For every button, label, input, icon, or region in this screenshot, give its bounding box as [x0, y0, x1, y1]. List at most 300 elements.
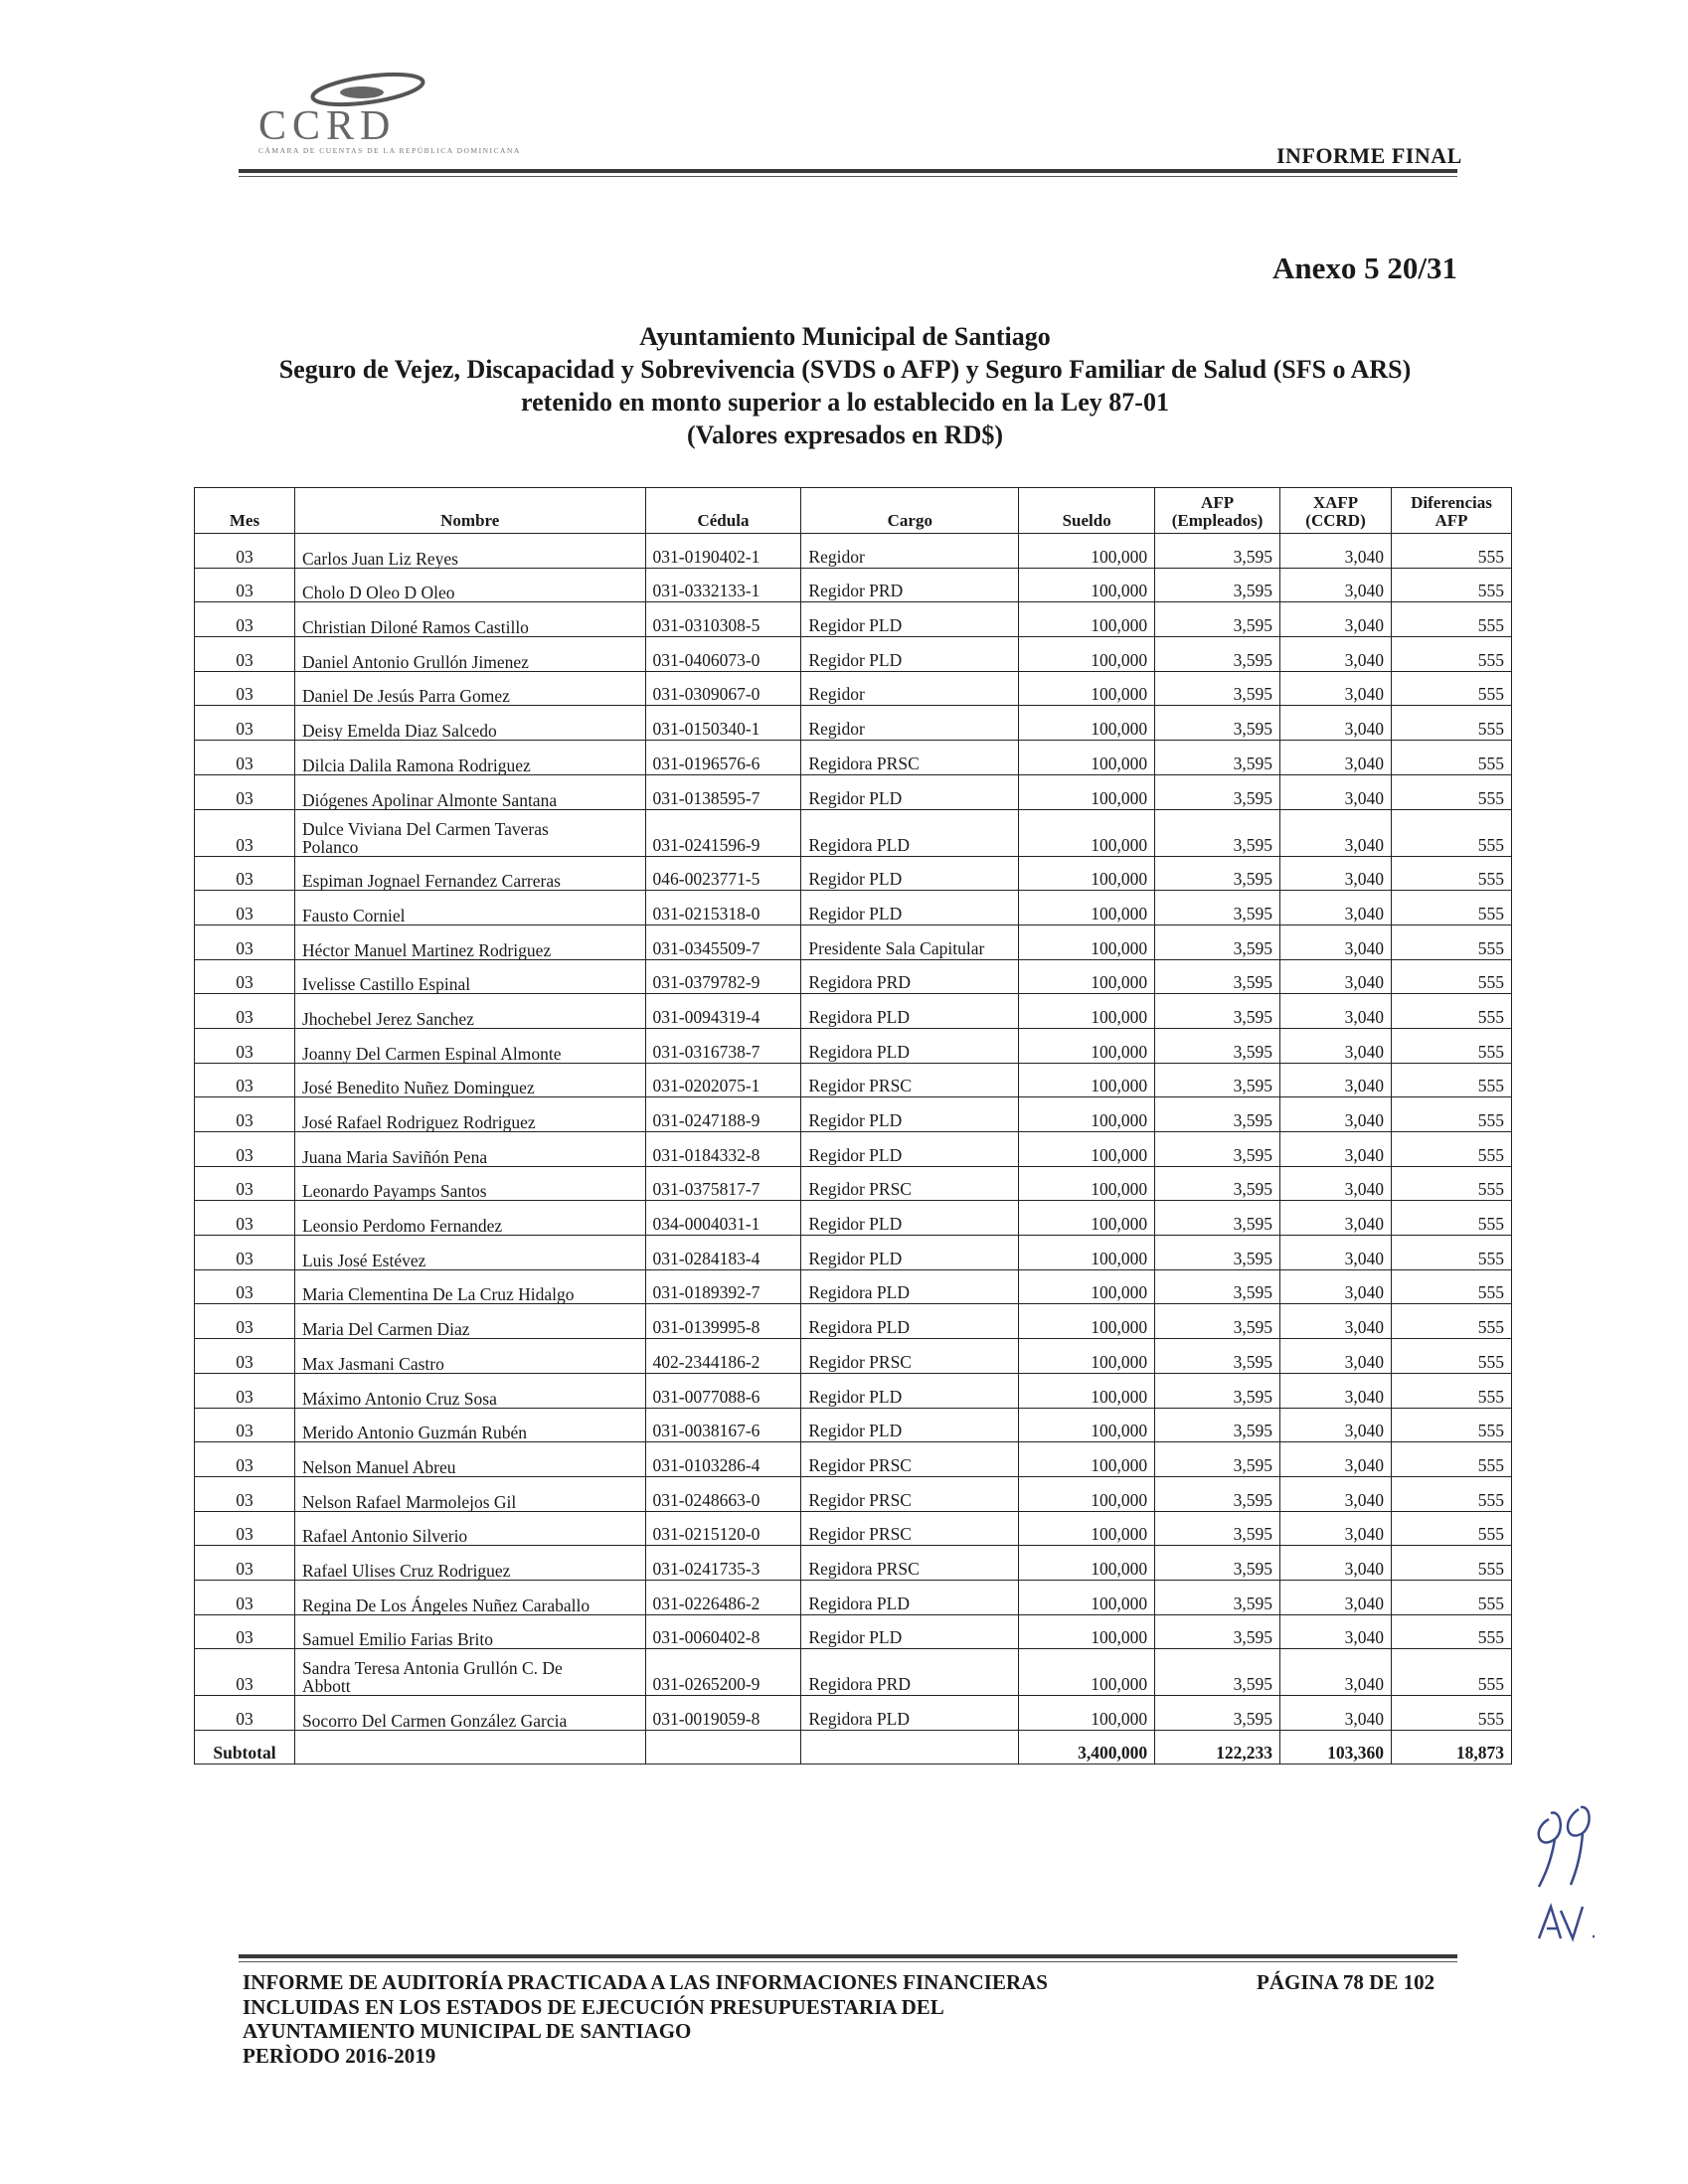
cell-diferencia: 555 — [1391, 1097, 1511, 1132]
cell-afp: 3,595 — [1155, 1236, 1280, 1270]
table-row — [195, 1132, 1512, 1167]
name-line: Fausto Corniel — [301, 905, 406, 925]
cell-diferencia: 555 — [1391, 637, 1511, 672]
table-row — [195, 1696, 1512, 1731]
cell-sueldo: 100,000 — [1019, 637, 1155, 672]
cell-sueldo: 100,000 — [1019, 1028, 1155, 1063]
cell-cargo: Regidor PLD — [801, 602, 1019, 637]
table-row — [195, 602, 1512, 637]
cell-nombre — [294, 1546, 645, 1581]
col-sueldo: Sueldo — [1019, 488, 1155, 534]
cell-diferencia: 555 — [1391, 1339, 1511, 1374]
cell-mes: 03 — [195, 637, 295, 672]
col-diferencias: Diferencias AFP — [1391, 488, 1511, 534]
cell-sueldo: 100,000 — [1019, 809, 1155, 856]
cell-nombre — [294, 856, 645, 891]
cell-cargo: Regidor PLD — [801, 856, 1019, 891]
cell-cedula: 031-0406073-0 — [645, 637, 801, 672]
cell-mes: 03 — [195, 1201, 295, 1236]
name-line: José Rafael Rodriguez Rodriguez — [301, 1112, 536, 1132]
cell-mes: 03 — [195, 959, 295, 994]
cell-cedula: 031-0226486-2 — [645, 1580, 801, 1614]
name-line: Leonsio Perdomo Fernandez — [301, 1216, 503, 1237]
cell-cedula: 031-0196576-6 — [645, 741, 801, 775]
cell-mes: 03 — [195, 1339, 295, 1374]
cell-sueldo: 100,000 — [1019, 774, 1155, 809]
name-line: Nelson Rafael Marmolejos Gil — [301, 1491, 517, 1512]
footer-rule — [239, 1954, 1457, 1958]
cell-mes: 03 — [195, 1408, 295, 1442]
table-row — [195, 774, 1512, 809]
table-row — [195, 1649, 1512, 1696]
cell-xafp: 3,040 — [1280, 809, 1392, 856]
cell-sueldo: 100,000 — [1019, 741, 1155, 775]
cell-afp: 3,595 — [1155, 1201, 1280, 1236]
cell-diferencia: 555 — [1391, 671, 1511, 706]
cell-nombre — [294, 1236, 645, 1270]
cell-cedula: 031-0215318-0 — [645, 891, 801, 925]
cell-diferencia: 555 — [1391, 1696, 1511, 1731]
name-line: Max Jasmani Castro — [301, 1353, 444, 1374]
cell-nombre — [294, 994, 645, 1029]
name-line: Ivelisse Castillo Espinal — [301, 974, 471, 995]
name-line: Carlos Juan Liz Reyes — [301, 548, 458, 569]
cell-sueldo: 100,000 — [1019, 602, 1155, 637]
header-rule-thin — [239, 176, 1457, 177]
cell-sueldo: 100,000 — [1019, 1614, 1155, 1649]
table-row — [195, 1201, 1512, 1236]
cell-sueldo: 100,000 — [1019, 924, 1155, 959]
cell-afp: 3,595 — [1155, 1580, 1280, 1614]
name-line: Abbott — [301, 1676, 351, 1697]
cell-cargo: Regidor PLD — [801, 1236, 1019, 1270]
subtotal-diferencia: 18,873 — [1391, 1731, 1511, 1764]
cell-xafp: 3,040 — [1280, 1269, 1392, 1304]
table-row — [195, 706, 1512, 741]
cell-sueldo: 100,000 — [1019, 1201, 1155, 1236]
cell-cargo: Regidor PLD — [801, 774, 1019, 809]
cell-cedula: 031-0247188-9 — [645, 1097, 801, 1132]
afp-table — [194, 487, 1512, 1764]
cell-cargo: Regidor PLD — [801, 1373, 1019, 1408]
cell-xafp: 3,040 — [1280, 1442, 1392, 1477]
name-line: Jhochebel Jerez Sanchez — [301, 1008, 474, 1029]
cell-nombre — [294, 1339, 645, 1374]
svg-text:CÁMARA DE CUENTAS DE LA REPÚBL: CÁMARA DE CUENTAS DE LA REPÚBLICA DOMINICANA — [258, 146, 521, 155]
col-mes: Mes — [195, 488, 295, 534]
table-header-row — [195, 488, 1512, 534]
cell-diferencia: 555 — [1391, 706, 1511, 741]
cell-afp: 3,595 — [1155, 741, 1280, 775]
cell-mes: 03 — [195, 1580, 295, 1614]
table-row — [195, 1236, 1512, 1270]
handwritten-initials — [1521, 1779, 1640, 1958]
cell-diferencia: 555 — [1391, 568, 1511, 602]
cell-afp: 3,595 — [1155, 1614, 1280, 1649]
cell-cedula: 031-0060402-8 — [645, 1614, 801, 1649]
cell-cargo: Regidor — [801, 534, 1019, 569]
cell-sueldo: 100,000 — [1019, 1442, 1155, 1477]
title-law: retenido en monto superior a lo establecido en la Ley 87-01 — [521, 388, 1169, 417]
cell-afp: 3,595 — [1155, 1511, 1280, 1546]
cell-diferencia: 555 — [1391, 1442, 1511, 1477]
cell-afp: 3,595 — [1155, 568, 1280, 602]
cell-cargo: Regidor PLD — [801, 1614, 1019, 1649]
cell-cargo: Regidor PLD — [801, 1132, 1019, 1167]
table-row — [195, 671, 1512, 706]
cell-cedula: 031-0019059-8 — [645, 1696, 801, 1731]
cell-cedula: 031-0184332-8 — [645, 1132, 801, 1167]
title-entity: Ayuntamiento Municipal de Santiago — [639, 322, 1051, 351]
cell-nombre — [294, 1442, 645, 1477]
table-row — [195, 1580, 1512, 1614]
cell-cargo: Regidora PRSC — [801, 741, 1019, 775]
cell-cargo: Regidor PLD — [801, 637, 1019, 672]
cell-diferencia: 555 — [1391, 809, 1511, 856]
name-line: Héctor Manuel Martinez Rodriguez — [301, 939, 552, 960]
name-line: Daniel Antonio Grullón Jimenez — [301, 651, 529, 672]
cell-sueldo: 100,000 — [1019, 1696, 1155, 1731]
cell-afp: 3,595 — [1155, 1028, 1280, 1063]
cell-cedula: 031-0215120-0 — [645, 1511, 801, 1546]
cell-cedula: 031-0309067-0 — [645, 671, 801, 706]
table-row — [195, 891, 1512, 925]
cell-mes: 03 — [195, 994, 295, 1029]
cell-cedula: 031-0345509-7 — [645, 924, 801, 959]
cell-diferencia: 555 — [1391, 534, 1511, 569]
report-tag: INFORME FINAL — [1276, 143, 1462, 168]
name-line: Maria Clementina De La Cruz Hidalgo — [301, 1284, 575, 1305]
cell-mes: 03 — [195, 856, 295, 891]
cell-cedula: 031-0138595-7 — [645, 774, 801, 809]
cell-xafp: 3,040 — [1280, 1580, 1392, 1614]
cell-mes: 03 — [195, 1649, 295, 1696]
cell-cedula: 031-0241596-9 — [645, 809, 801, 856]
cell-cargo: Regidora PRSC — [801, 1546, 1019, 1581]
cell-nombre — [294, 637, 645, 672]
subtotal-xafp: 103,360 — [1280, 1731, 1392, 1764]
name-line: Máximo Antonio Cruz Sosa — [301, 1388, 497, 1409]
cell-sueldo: 100,000 — [1019, 891, 1155, 925]
name-line: Merido Antonio Guzmán Rubén — [301, 1423, 527, 1443]
cell-sueldo: 100,000 — [1019, 534, 1155, 569]
cell-sueldo: 100,000 — [1019, 1546, 1155, 1581]
cell-cedula: 031-0077088-6 — [645, 1373, 801, 1408]
table-row — [195, 637, 1512, 672]
table-row — [195, 856, 1512, 891]
cell-cedula: 031-0248663-0 — [645, 1476, 801, 1511]
cell-mes: 03 — [195, 568, 295, 602]
cell-diferencia: 555 — [1391, 1132, 1511, 1167]
footer-rule-thin — [239, 1961, 1457, 1962]
name-line: Cholo D Oleo D Oleo — [301, 583, 455, 603]
cell-cedula: 031-0094319-4 — [645, 994, 801, 1029]
cell-sueldo: 100,000 — [1019, 568, 1155, 602]
cell-xafp: 3,040 — [1280, 891, 1392, 925]
cell-xafp: 3,040 — [1280, 671, 1392, 706]
cell-mes: 03 — [195, 1269, 295, 1304]
cell-diferencia: 555 — [1391, 1511, 1511, 1546]
cell-nombre — [294, 1408, 645, 1442]
cell-afp: 3,595 — [1155, 891, 1280, 925]
cell-nombre — [294, 1132, 645, 1167]
cell-diferencia: 555 — [1391, 1476, 1511, 1511]
cell-afp: 3,595 — [1155, 1097, 1280, 1132]
cell-cargo: Regidor — [801, 671, 1019, 706]
table-row — [195, 924, 1512, 959]
cell-afp: 3,595 — [1155, 1649, 1280, 1696]
name-line: Leonardo Payamps Santos — [301, 1181, 487, 1202]
cell-sueldo: 100,000 — [1019, 994, 1155, 1029]
table-row — [195, 1304, 1512, 1339]
name-line: Polanco — [301, 836, 359, 857]
cell-nombre — [294, 924, 645, 959]
cell-cedula: 031-0189392-7 — [645, 1269, 801, 1304]
cell-afp: 3,595 — [1155, 602, 1280, 637]
cell-afp: 3,595 — [1155, 856, 1280, 891]
cell-sueldo: 100,000 — [1019, 1373, 1155, 1408]
cell-xafp: 3,040 — [1280, 1373, 1392, 1408]
cell-diferencia: 555 — [1391, 1580, 1511, 1614]
cell-mes: 03 — [195, 1236, 295, 1270]
cell-cargo: Regidor PLD — [801, 891, 1019, 925]
cell-afp: 3,595 — [1155, 1269, 1280, 1304]
cell-nombre — [294, 1063, 645, 1097]
cell-mes: 03 — [195, 1546, 295, 1581]
cell-xafp: 3,040 — [1280, 1097, 1392, 1132]
cell-diferencia: 555 — [1391, 1546, 1511, 1581]
cell-cargo: Presidente Sala Capitular — [801, 924, 1019, 959]
cell-nombre — [294, 1649, 645, 1696]
cell-nombre — [294, 1476, 645, 1511]
cell-nombre — [294, 1304, 645, 1339]
name-line: Espiman Jognael Fernandez Carreras — [301, 871, 561, 892]
cell-cargo: Regidor PLD — [801, 1097, 1019, 1132]
annex-label: Anexo 5 20/31 — [1272, 251, 1457, 285]
subtotal-afp: 122,233 — [1155, 1731, 1280, 1764]
cell-xafp: 3,040 — [1280, 1696, 1392, 1731]
cell-cargo: Regidor PRSC — [801, 1339, 1019, 1374]
cell-mes: 03 — [195, 774, 295, 809]
table-row — [195, 1063, 1512, 1097]
subtotal-label: Subtotal — [195, 1731, 295, 1764]
name-line: Rafael Antonio Silverio — [301, 1526, 468, 1547]
cell-xafp: 3,040 — [1280, 1408, 1392, 1442]
cell-afp: 3,595 — [1155, 774, 1280, 809]
cell-diferencia: 555 — [1391, 924, 1511, 959]
cell-cedula: 031-0202075-1 — [645, 1063, 801, 1097]
subtotal-row — [195, 1731, 1512, 1764]
cell-cargo: Regidora PLD — [801, 1696, 1019, 1731]
cell-afp: 3,595 — [1155, 924, 1280, 959]
table-row — [195, 1614, 1512, 1649]
cell-mes: 03 — [195, 1442, 295, 1477]
table-row — [195, 568, 1512, 602]
cell-xafp: 3,040 — [1280, 534, 1392, 569]
table-row — [195, 1408, 1512, 1442]
cell-diferencia: 555 — [1391, 1166, 1511, 1201]
cell-cargo: Regidor — [801, 706, 1019, 741]
footer-report-title — [243, 1970, 1137, 2068]
cell-diferencia: 555 — [1391, 959, 1511, 994]
table-row — [195, 1339, 1512, 1374]
cell-diferencia: 555 — [1391, 1063, 1511, 1097]
cell-cedula: 031-0284183-4 — [645, 1236, 801, 1270]
cell-xafp: 3,040 — [1280, 1236, 1392, 1270]
table-row — [195, 1373, 1512, 1408]
cell-cargo: Regidora PRD — [801, 1649, 1019, 1696]
table-row — [195, 1546, 1512, 1581]
table-row — [195, 534, 1512, 569]
name-line: Sandra Teresa Antonia Grullón C. De — [301, 1658, 563, 1679]
cell-nombre — [294, 1269, 645, 1304]
cell-mes: 03 — [195, 1614, 295, 1649]
cell-nombre — [294, 1580, 645, 1614]
page-number: PÁGINA 78 DE 102 — [1257, 1970, 1435, 1994]
cell-afp: 3,595 — [1155, 1696, 1280, 1731]
cell-cedula: 031-0379782-9 — [645, 959, 801, 994]
name-line: Juana Maria Saviñón Pena — [301, 1146, 488, 1167]
table-row — [195, 1269, 1512, 1304]
cell-sueldo: 100,000 — [1019, 1097, 1155, 1132]
cell-cedula: 046-0023771-5 — [645, 856, 801, 891]
name-line: Maria Del Carmen Diaz — [301, 1319, 470, 1340]
cell-nombre — [294, 1696, 645, 1731]
cell-diferencia: 555 — [1391, 994, 1511, 1029]
table-row — [195, 1097, 1512, 1132]
cell-mes: 03 — [195, 1696, 295, 1731]
name-line: Diógenes Apolinar Almonte Santana — [301, 789, 558, 810]
name-line: Dulce Viviana Del Carmen Taveras — [301, 818, 549, 839]
cell-cedula: 031-0265200-9 — [645, 1649, 801, 1696]
cell-diferencia: 555 — [1391, 1614, 1511, 1649]
cell-cargo: Regidora PLD — [801, 1304, 1019, 1339]
cell-afp: 3,595 — [1155, 671, 1280, 706]
cell-nombre — [294, 568, 645, 602]
cell-xafp: 3,040 — [1280, 706, 1392, 741]
table-row — [195, 809, 1512, 856]
cell-afp: 3,595 — [1155, 1132, 1280, 1167]
cell-sueldo: 100,000 — [1019, 1166, 1155, 1201]
cell-afp: 3,595 — [1155, 1063, 1280, 1097]
table-row — [195, 1442, 1512, 1477]
cell-cedula: 031-0375817-7 — [645, 1166, 801, 1201]
cell-cargo: Regidora PRD — [801, 959, 1019, 994]
cell-mes: 03 — [195, 602, 295, 637]
table-row — [195, 959, 1512, 994]
cell-cargo: Regidora PLD — [801, 1028, 1019, 1063]
cell-sueldo: 100,000 — [1019, 1649, 1155, 1696]
cell-mes: 03 — [195, 1132, 295, 1167]
cell-xafp: 3,040 — [1280, 741, 1392, 775]
table-row — [195, 741, 1512, 775]
cell-mes: 03 — [195, 741, 295, 775]
subtotal-empty — [645, 1731, 801, 1764]
cell-nombre — [294, 741, 645, 775]
cell-sueldo: 100,000 — [1019, 1511, 1155, 1546]
cell-diferencia: 555 — [1391, 1236, 1511, 1270]
name-line: Daniel De Jesús Parra Gomez — [301, 686, 510, 707]
cell-xafp: 3,040 — [1280, 1649, 1392, 1696]
cell-diferencia: 555 — [1391, 774, 1511, 809]
cell-sueldo: 100,000 — [1019, 1580, 1155, 1614]
cell-xafp: 3,040 — [1280, 1546, 1392, 1581]
cell-xafp: 3,040 — [1280, 856, 1392, 891]
cell-afp: 3,595 — [1155, 1304, 1280, 1339]
cell-sueldo: 100,000 — [1019, 1339, 1155, 1374]
cell-nombre — [294, 1166, 645, 1201]
cell-xafp: 3,040 — [1280, 1063, 1392, 1097]
cell-nombre — [294, 1614, 645, 1649]
cell-xafp: 3,040 — [1280, 1476, 1392, 1511]
subtotal-empty — [294, 1731, 645, 1764]
cell-cedula: 031-0038167-6 — [645, 1408, 801, 1442]
cell-mes: 03 — [195, 1028, 295, 1063]
cell-nombre — [294, 774, 645, 809]
footer-line: INFORME DE AUDITORÍA PRACTICADA A LAS INFORMACIONES FINANCIERAS — [243, 1970, 1048, 1994]
cell-mes: 03 — [195, 1476, 295, 1511]
ccrd-logo — [251, 68, 521, 167]
cell-afp: 3,595 — [1155, 1546, 1280, 1581]
cell-cargo: Regidor PRD — [801, 568, 1019, 602]
name-line: Samuel Emilio Farias Brito — [301, 1629, 493, 1650]
cell-mes: 03 — [195, 1304, 295, 1339]
cell-xafp: 3,040 — [1280, 602, 1392, 637]
subtotal-sueldo: 3,400,000 — [1019, 1731, 1155, 1764]
cell-nombre — [294, 706, 645, 741]
cell-diferencia: 555 — [1391, 1304, 1511, 1339]
name-line: Dilcia Dalila Ramona Rodriguez — [301, 755, 531, 775]
cell-cargo: Regidor PRSC — [801, 1511, 1019, 1546]
cell-nombre — [294, 809, 645, 856]
cell-xafp: 3,040 — [1280, 1166, 1392, 1201]
cell-afp: 3,595 — [1155, 1373, 1280, 1408]
name-line: Luis José Estévez — [301, 1250, 426, 1270]
title-subject: Seguro de Vejez, Discapacidad y Sobrevivencia (SVDS o AFP) y Seguro Familiar de Salud (SFS o ARS) — [278, 355, 1412, 384]
name-line: Nelson Manuel Abreu — [301, 1456, 456, 1477]
cell-diferencia: 555 — [1391, 1649, 1511, 1696]
cell-nombre — [294, 1511, 645, 1546]
cell-sueldo: 100,000 — [1019, 856, 1155, 891]
name-line: Rafael Ulises Cruz Rodriguez — [301, 1560, 511, 1581]
cell-afp: 3,595 — [1155, 1408, 1280, 1442]
cell-nombre — [294, 602, 645, 637]
cell-mes: 03 — [195, 891, 295, 925]
name-line: Socorro Del Carmen González Garcia — [301, 1711, 568, 1731]
document-titles — [199, 320, 1491, 451]
cell-afp: 3,595 — [1155, 1442, 1280, 1477]
cell-xafp: 3,040 — [1280, 637, 1392, 672]
cell-sueldo: 100,000 — [1019, 1476, 1155, 1511]
cell-diferencia: 555 — [1391, 891, 1511, 925]
cell-cedula: 031-0332133-1 — [645, 568, 801, 602]
col-nombre: Nombre — [294, 488, 645, 534]
table-row — [195, 1028, 1512, 1063]
cell-sueldo: 100,000 — [1019, 1132, 1155, 1167]
cell-nombre — [294, 671, 645, 706]
cell-cedula: 402-2344186-2 — [645, 1339, 801, 1374]
cell-nombre — [294, 1097, 645, 1132]
col-cedula: Cédula — [645, 488, 801, 534]
cell-cedula: 031-0316738-7 — [645, 1028, 801, 1063]
cell-afp: 3,595 — [1155, 809, 1280, 856]
header-rule — [239, 169, 1457, 173]
cell-cedula: 031-0190402-1 — [645, 534, 801, 569]
cell-nombre — [294, 959, 645, 994]
cell-mes: 03 — [195, 809, 295, 856]
table-row — [195, 1511, 1512, 1546]
cell-nombre — [294, 1028, 645, 1063]
